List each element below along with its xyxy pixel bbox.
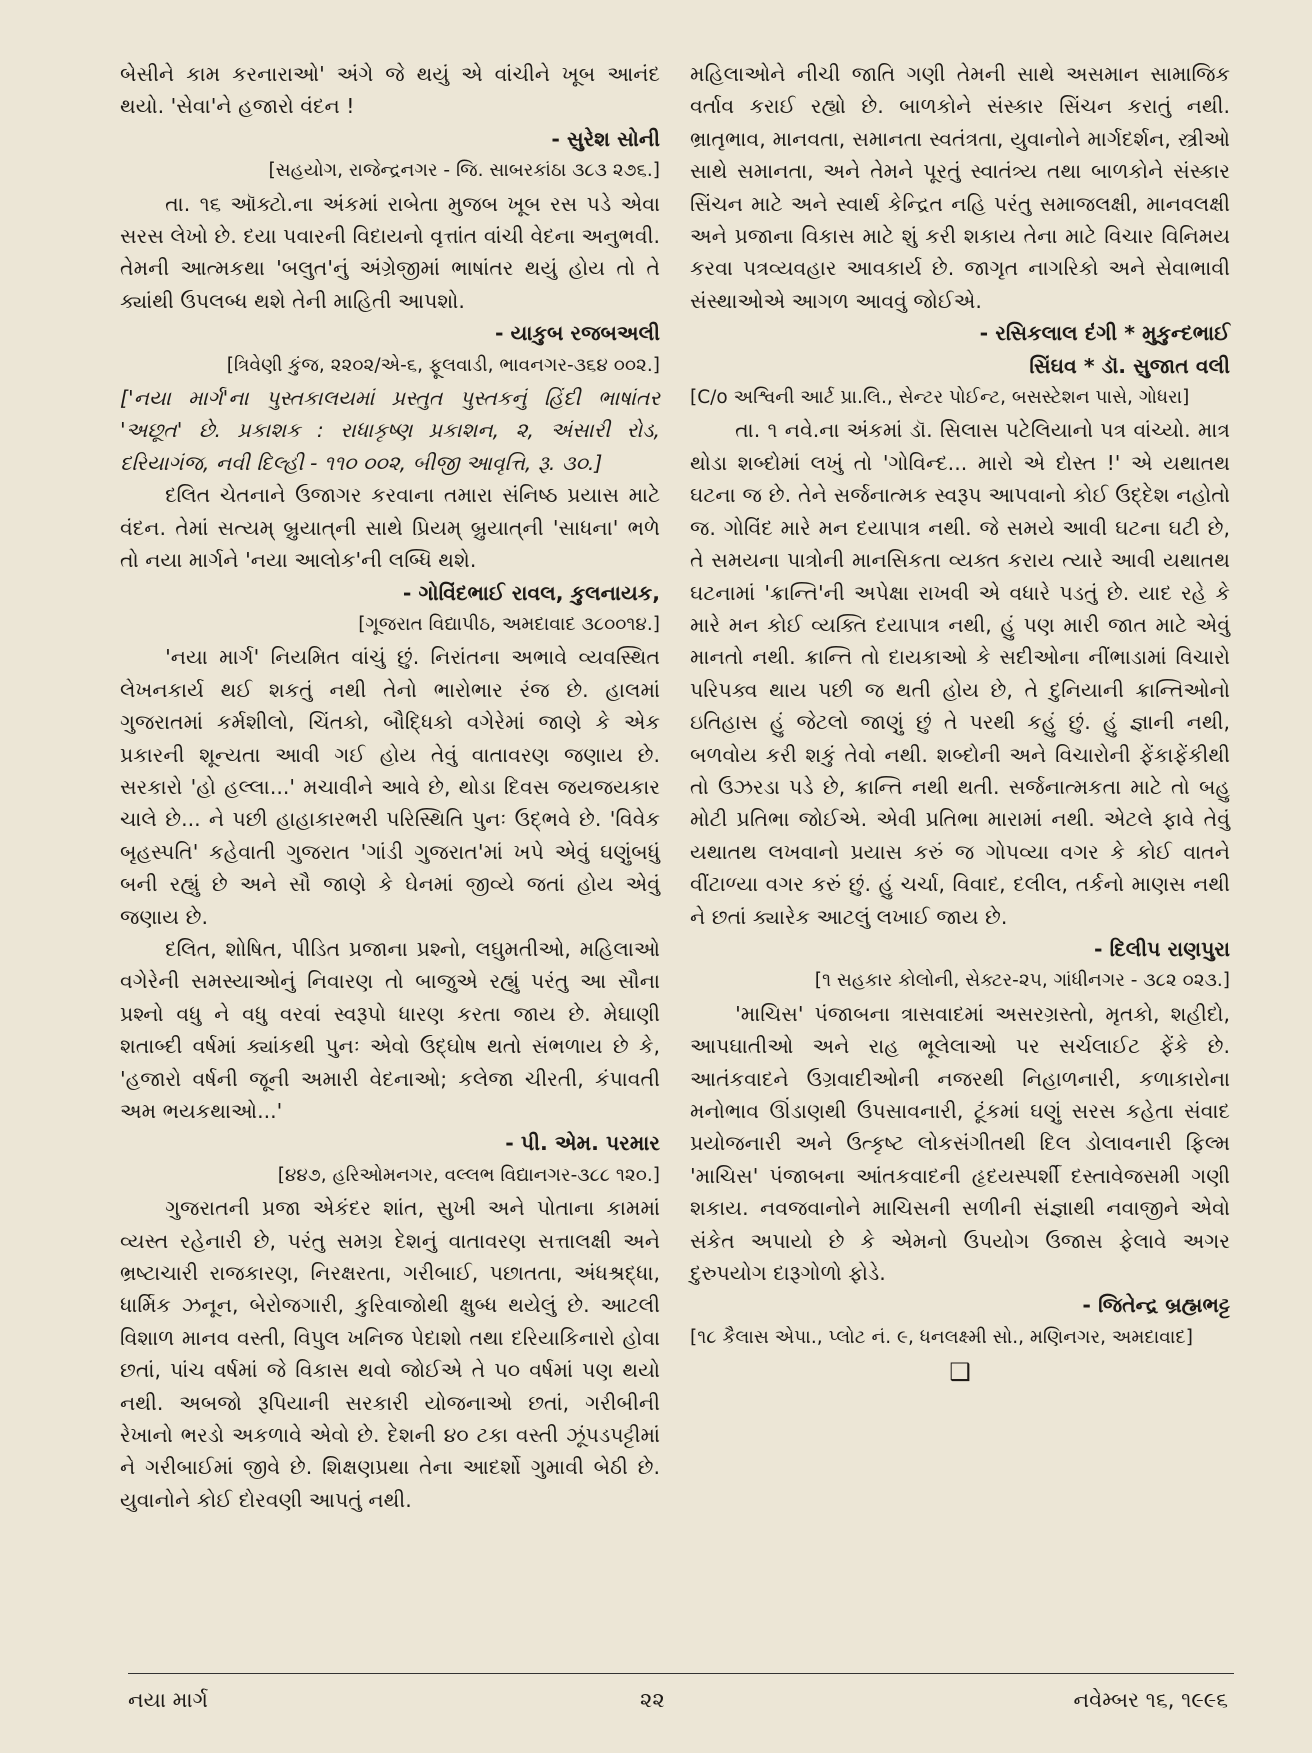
letter-paragraph: 'નયા માર્ગ' નિયમિત વાંચું છું. નિરાંતના અભાવે વ્યવસ્થિત લેખનકાર્ય થઈ શકતું નથી તેનો ભારોભાર રંજ છે. હાલમાં ગુજરાતમાં કર્મશીલો, ચિંતકો, બૌદ્ધિકો વગેરેમાં જાણે કે એક પ્રકારની શૂન્યતા આવી ગઈ હોય તેવું વાતાવરણ જણાય છે. સરકારો 'હો હલ્લા...' મચાવીને આવે છે, થોડા દિવસ જયજયકાર ચાલે છે... ને પછી હાહાકારભરી પરિસ્થિતિ પુનઃ ઉદ્ભવે છે. 'વિવેક બૃહસ્પતિ' કહેવાતી ગુજરાત 'ગાંડી ગુજરાત'માં ખપે એવું ઘણુંબધું બની રહ્યું છે અને સૌ જાણે કે ઘેનમાં જીવ્યે જતાં હોય એવું જણાય છે. xyxy=(120,645,660,929)
letter-paragraph: બેસીને કામ કરનારાઓ' અંગે જે થયું એ વાંચીને ખૂબ આનંદ થયો. 'સેવા'ને હજારો વંદન ! xyxy=(120,62,660,119)
letter-address: [ગૂજરાત વિદ્યાપીઠ, અમદાવાદ ૩૮૦૦૧૪.] xyxy=(358,613,660,635)
letter-address: [સહયોગ, રાજેન્દ્રનગર - જિ. સાબરકાંઠા ૩૮૩ ૨૭૬.] xyxy=(268,160,660,182)
footer-page-number: ૨૨ xyxy=(640,1688,665,1712)
editor-note: ['નયા માર્ગ'ના પુસ્તકાલયમાં પ્રસ્તુત પુસ્તકનું હિંદી ભાષાંતર 'અછૂત' છે. પ્રકાશક : રાધાકૃષ્ણ પ્રકાશન, ૨, અંસારી રોડ, દરિયાગંજ, નવી દિલ્હી - ૧૧૦ ૦૦૨, બીજી આવૃત્તિ, રૂ. ૩૦.] xyxy=(120,386,660,475)
letter-address: [C/o અશ્વિની આર્ટ પ્રા.લિ., સેન્ટર પોઈન્ટ, બસસ્ટેશન પાસે, ગોધરા] xyxy=(690,387,1190,409)
right-column xyxy=(690,58,1230,1386)
letter-address: [૧૮ કૈલાસ એપા., પ્લોટ નં. ૯, ધનલક્ષ્મી સો., મણિનગર, અમદાવાદ] xyxy=(690,1326,1193,1348)
footer-date: નવેમ્બર ૧૬, ૧૯૯૬ xyxy=(1073,1688,1228,1712)
letter-signature: - દિલીપ રાણપુરા xyxy=(1094,936,1230,961)
letter-paragraph: ગુજરાતની પ્રજા એકંદર શાંત, સુખી અને પોતાના કામમાં વ્યસ્ત રહેનારી છે, પરંતુ સમગ્ર દેશનું વાતાવરણ સત્તાલક્ષી અને ભ્રષ્ટાચારી રાજકારણ, નિરક્ષરતા, ગરીબાઈ, પછાતતા, અંધશ્રદ્ધા, ધાર્મિક ઝનૂન, બેરોજગારી, કુરિવાજોથી ક્ષુબ્ધ થયેલું છે. આટલી વિશાળ માનવ વસ્તી, વિપુલ ખનિજ પેદાશો તથા દરિયાકિનારો હોવા છતાં, પાંચ વર્ષમાં જે વિકાસ થવો જોઈએ તે ૫૦ વર્ષમાં પણ થયો નથી. અબજો રૂપિયાની સરકારી યોજનાઓ છતાં, ગરીબીની રેખાનો ભરડો અકળાવે એવો છે. દેશની ૪૦ ટકા વસ્તી ઝૂંપડપટ્ટીમાં ને ગરીબાઈમાં જીવે છે. શિક્ષણપ્રથા તેના આદર્શો ગુમાવી બેઠી છે. યુવાનોને કોઈ દોરવણી આપતું નથી. xyxy=(120,1196,660,1512)
end-mark: ❑ xyxy=(949,1358,971,1387)
letter-paragraph: તા. ૧ નવે.ના અંકમાં ડૉ. સિલાસ પટેલિયાનો પત્ર વાંચ્યો. માત્ર થોડા શબ્દોમાં લખું તો 'ગોવિન્દ... મારો એ દોસ્ત !' એ યથાતથ ઘટના જ છે. તેને સર્જનાત્મક સ્વરૂપ આપવાનો કોઈ ઉદ્દેશ નહોતો જ. ગોવિંદ મારે મન દયાપાત્ર નથી. જે સમયે આવી ઘટના ઘટી છે, તે સમયના પાત્રોની માનસિકતા વ્યક્ત કરાય ત્યારે આવી યથાતથ ઘટનામાં 'ક્રાન્તિ'ની અપેક્ષા રાખવી એ વધારે પડતું છે. યાદ રહે કે મારે મન કોઈ વ્યક્તિ દયાપાત્ર નથી, હું પણ મારી જાત માટે એવું માનતો નથી. ક્રાન્તિ તો દાયકાઓ કે સદીઓના નીંભાડામાં વિચારો પરિપક્વ થાય પછી જ થતી હોય છે, તે દુનિયાની ક્રાન્તિઓનો ઇતિહાસ હું જેટલો જાણું છું તે પરથી કહું છું. હું જ્ઞાની નથી, બળવોય કરી શકું તેવો નથી. શબ્દોની અને વિચારોની ફેંકાફેંકીથી તો ઉઝરડા પડે છે, ક્રાન્તિ નથી થતી. સર્જનાત્મકતા માટે તો બહુ મોટી પ્રતિભા જોઈએ. એવી પ્રતિભા મારામાં નથી. એટલે ફાવે તેવું યથાતથ લખવાનો પ્રયાસ કરું જ ગોપવ્યા વગર કે કોઈ વાતને વીંટાળ્યા વગર કરું છું. હું ચર્ચા, વિવાદ, દલીલ, તર્કનો માણસ નથી ને છતાં ક્યારેક આટલું લખાઈ જાય છે. xyxy=(690,418,1230,929)
footer-publication: નયા માર્ગ xyxy=(128,1688,208,1712)
letter-signature: - રસિકલાલ દંગી * મુકુન્દભાઈ xyxy=(979,321,1230,346)
letter-paragraph: મહિલાઓને નીચી જાતિ ગણી તેમની સાથે અસમાન સામાજિક વર્તાવ કરાઈ રહ્યો છે. બાળકોને સંસ્કાર સિંચન કરાતું નથી. ભ્રાતૃભાવ, માનવતા, સમાનતા સ્વતંત્રતા, યુવાનોને માર્ગદર્શન, સ્ત્રીઓ સાથે સમાનતા, અને તેમને પૂરતું સ્વાતંત્ર્ય તથા બાળકોને સંસ્કાર સિંચન માટે અને સ્વાર્થ કેન્દ્રિત નહિ પરંતુ સમાજલક્ષી, માનવલક્ષી અને પ્રજાના વિકાસ માટે શું કરી શકાય તેના માટે વિચાર વિનિમય કરવા પત્રવ્યવહાર આવકાર્ય છે. જાગૃત નાગરિકો અને સેવાભાવી સંસ્થાઓએ આગળ આવવું જોઈએ. xyxy=(690,62,1230,313)
letter-signature: - પી. એમ. પરમાર xyxy=(505,1131,660,1156)
letter-signature: - યાકુબ રજબઅલી xyxy=(495,321,660,346)
letter-paragraph: તા. ૧૬ ઑક્ટો.ના અંકમાં રાબેતા મુજબ ખૂબ રસ પડે એવા સરસ લેખો છે. દયા પવારની વિદાયનો વૃત્તાંત વાંચી વેદના અનુભવી. તેમની આત્મકથા 'બલુત'નું અંગ્રેજીમાં ભાષાંતર થયું હોય તો તે ક્યાંથી ઉપલબ્ધ થશે તેની માહિતી આપશો. xyxy=(120,191,660,313)
footer-divider xyxy=(128,1673,1234,1674)
letter-address: [૧ સહકાર કોલોની, સેક્ટર-૨૫, ગાંધીનગર - ૩૮૨ ૦૨૩.] xyxy=(814,970,1230,992)
letter-signature: સિંઘવ * ડૉ. સુજાત વલી xyxy=(1029,353,1230,378)
left-column xyxy=(120,58,660,1516)
letter-paragraph: 'માચિસ' પંજાબના ત્રાસવાદમાં અસરગ્રસ્તો, મૃતકો, શહીદો, આપઘાતીઓ અને રાહ ભૂલેલાઓ પર સર્ચલાઈટ ફેંકે છે. આતંકવાદને ઉગ્રવાદીઓની નજરથી નિહાળનારી, કળાકારોના મનોભાવ ઊંડાણથી ઉપસાવનારી, ટૂંકમાં ઘણું સરસ કહેતા સંવાદ પ્રયોજનારી અને ઉત્કૃષ્ટ લોકસંગીતથી દિલ ડોલાવનારી ફિલ્મ 'માચિસ' પંજાબના આંતકવાદની હૃદયસ્પર્શી દસ્તાવેજસમી ગણી શકાય. નવજવાનોને માચિસની સળીની સંજ્ઞાથી નવાજીને એવો સંકેત અપાયો છે કે એમનો ઉપયોગ ઉજાસ ફેલાવે અગર દુરુપયોગ દારૂગોળો ફોડે. xyxy=(690,1001,1230,1286)
letter-address: [ત્રિવેણી કુંજ, ૨૨૦૨/એ-૬, ફૂલવાડી, ભાવનગર-૩૬૪ ૦૦૨.] xyxy=(226,354,660,376)
letter-address: [૪૪૭, હરિઓમનગર, વલ્લભ વિદ્યાનગર-૩૮૮ ૧૨૦.] xyxy=(277,1164,660,1186)
letter-paragraph: દલિત ચેતનાને ઉજાગર કરવાના તમારા સંનિષ્ઠ પ્રયાસ માટે વંદન. તેમાં સત્યમ્ બ્રુયાત્‌ની સાથે પ્રિયમ્ બ્રુયાત્‌ની 'સાધના' ભળે તો નયા માર્ગને 'નયા આલોક'ની લબ્ધિ થશે. xyxy=(120,483,660,573)
letter-signature: - સુરેશ સોની xyxy=(551,126,660,151)
letter-signature: - જિતેન્દ્ર બ્રહ્મભટ્ટ xyxy=(1082,1293,1230,1318)
letter-signature: - ગોવિંદભાઈ રાવલ, કુલનાયક, xyxy=(402,580,660,605)
letter-paragraph: દલિત, શોષિત, પીડિત પ્રજાના પ્રશ્નો, લઘુમતીઓ, મહિલાઓ વગેરેની સમસ્યાઓનું નિવારણ તો બાજુએ રહ્યું પરંતુ આ સૌના પ્રશ્નો વધુ ને વધુ વરવાં સ્વરૂપો ધારણ કરતા જાય છે. મેઘાણી શતાબ્દી વર્ષમાં ક્યાંકથી પુનઃ એવો ઉદ્ઘોષ થતો સંભળાય છે કે, 'હજારો વર્ષની જૂની અમારી વેદનાઓ; કલેજા ચીરતી, કંપાવતી અમ ભયકથાઓ...' xyxy=(120,936,660,1123)
